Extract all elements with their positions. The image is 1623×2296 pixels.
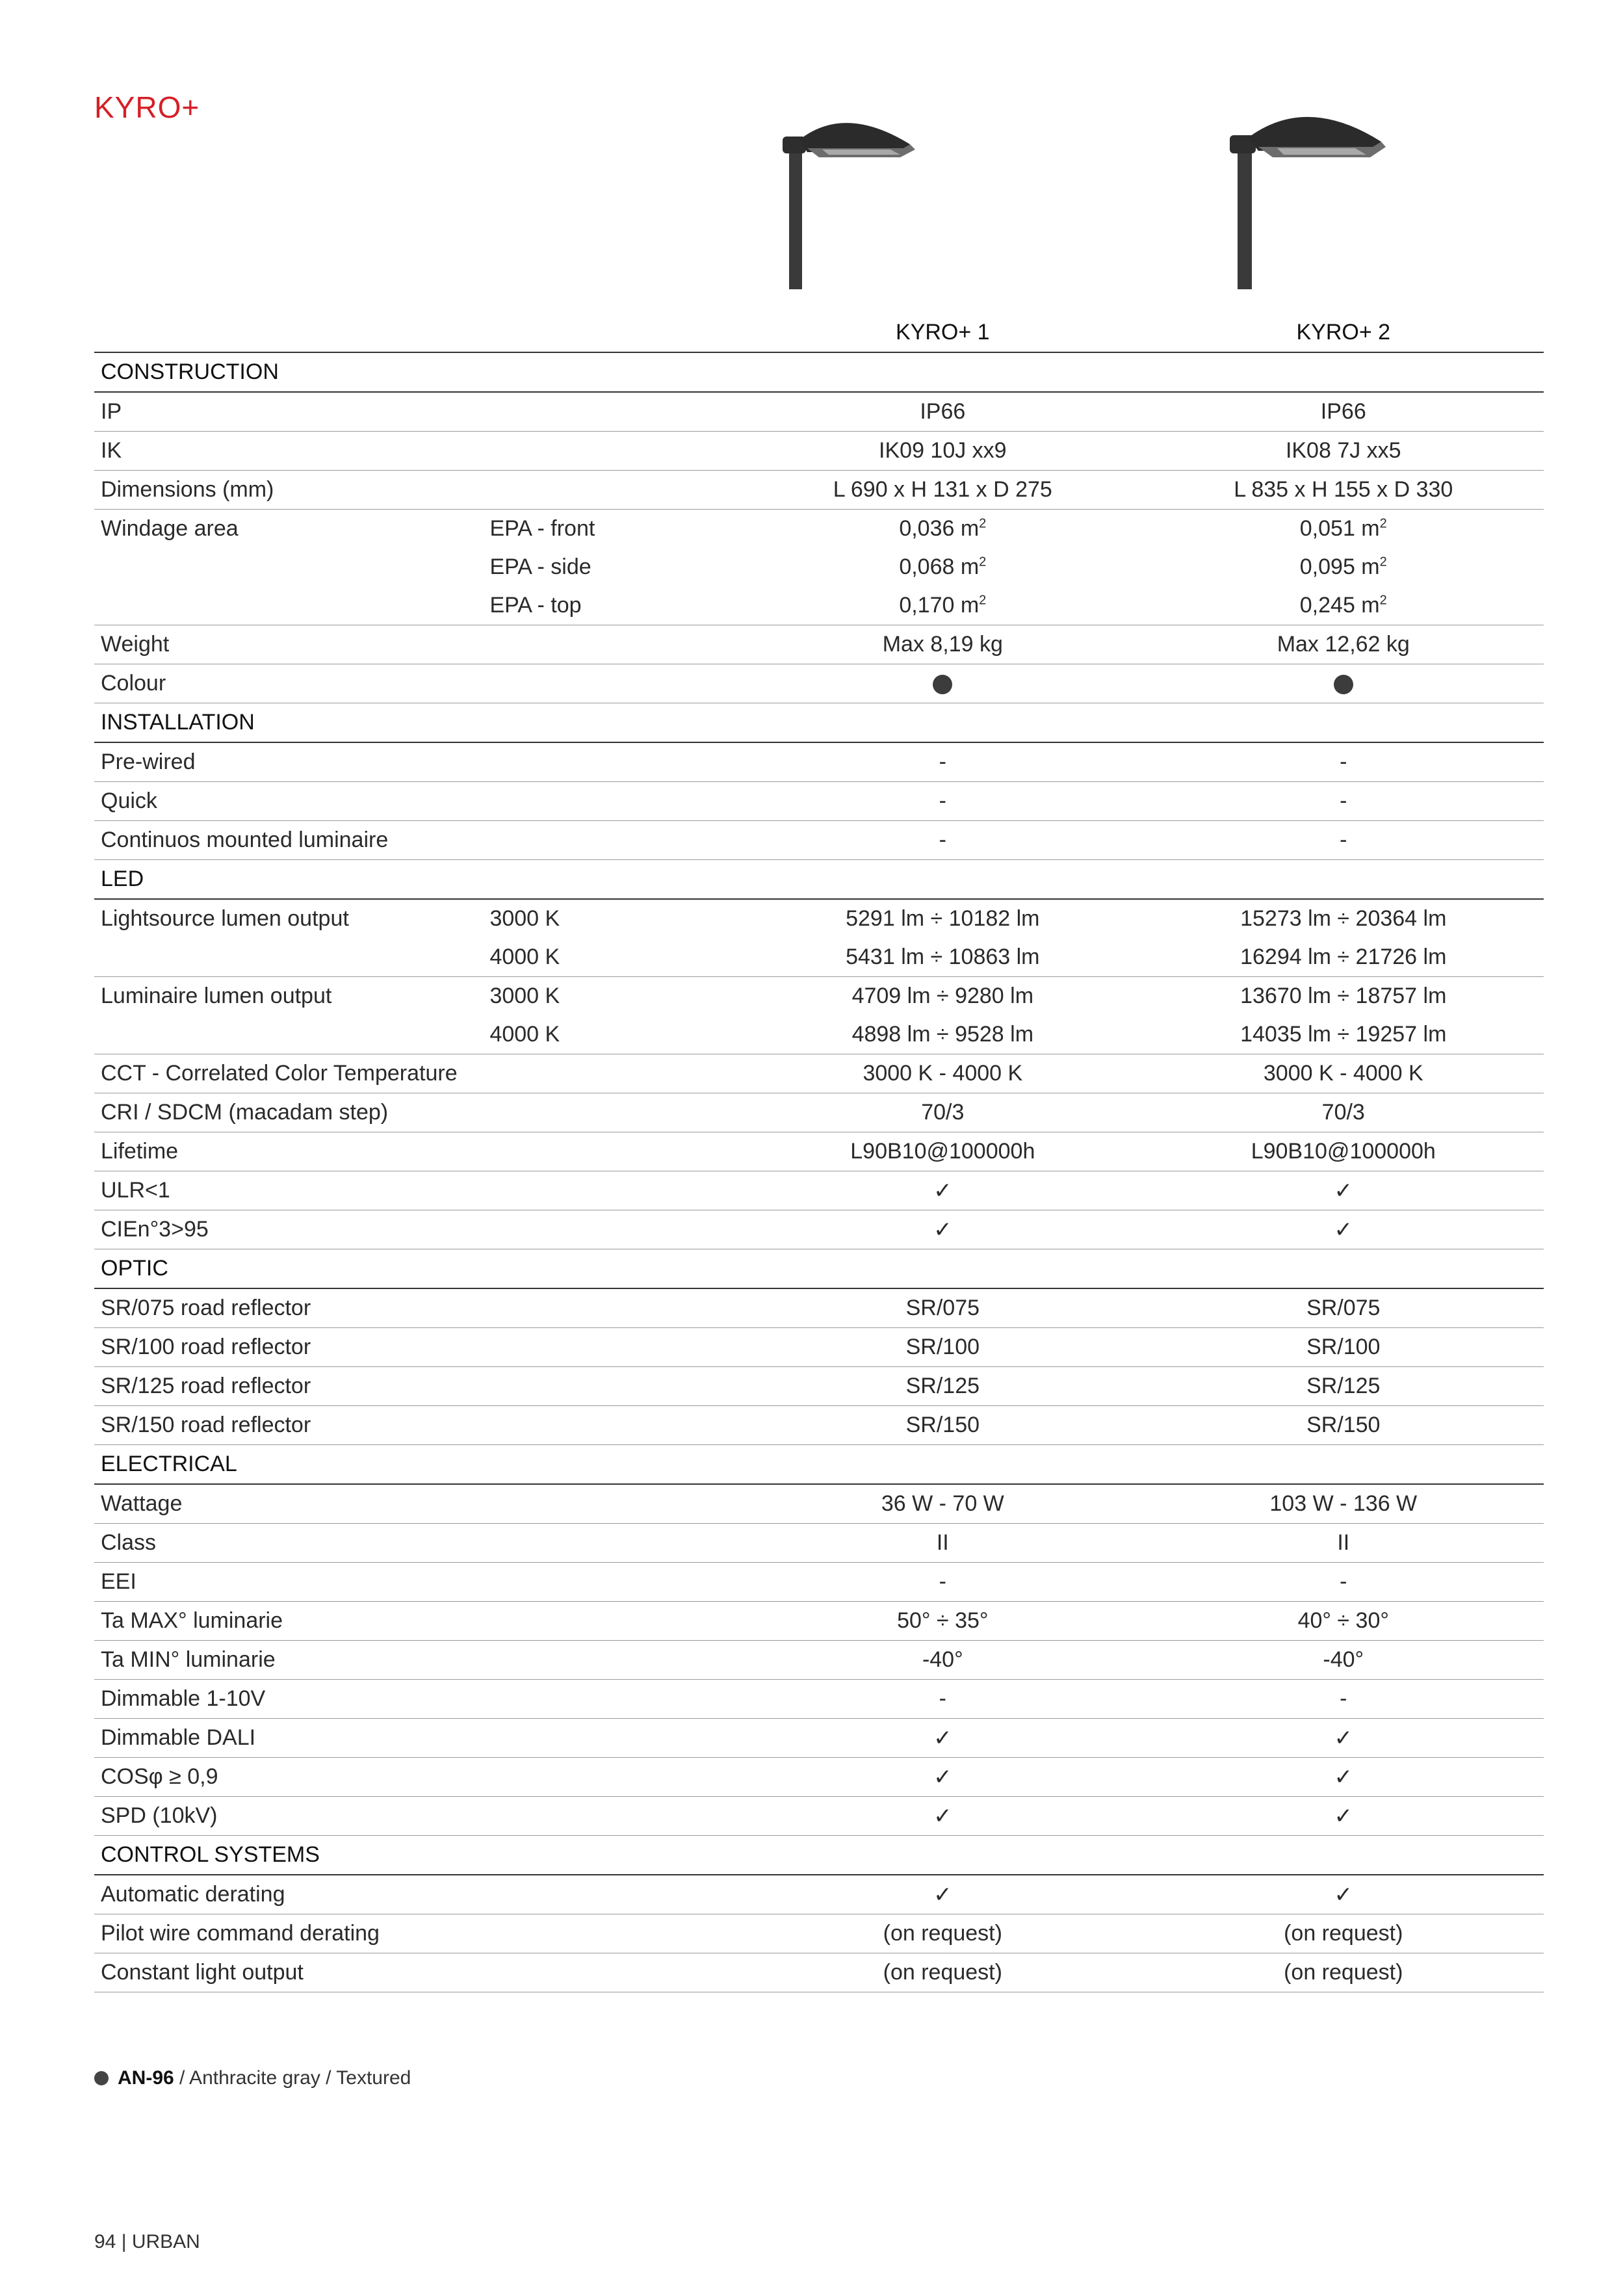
value-kyro-2 bbox=[1143, 1797, 1544, 1836]
table-row bbox=[94, 1524, 1544, 1563]
value-text: SR/150 bbox=[1306, 1413, 1381, 1437]
unit-superscript: 2 bbox=[979, 554, 987, 569]
section-title: CONTROL SYSTEMS bbox=[94, 1836, 1544, 1875]
value-kyro-1 bbox=[742, 392, 1143, 432]
row-sublabel: 4000 K bbox=[483, 1015, 742, 1054]
value-text: 13670 lm ÷ 18757 lm bbox=[1240, 984, 1447, 1008]
value-text: (on request) bbox=[883, 1960, 1002, 1985]
row-label: Ta MIN° luminarie bbox=[94, 1641, 483, 1680]
section-header-row bbox=[94, 1249, 1544, 1289]
value-kyro-1 bbox=[742, 782, 1143, 821]
table-row bbox=[94, 938, 1544, 977]
table-row bbox=[94, 821, 1544, 860]
section-title: LED bbox=[94, 860, 1544, 900]
table-row bbox=[94, 392, 1544, 432]
row-label: Colour bbox=[94, 664, 483, 703]
value-text: 40° ÷ 30° bbox=[1297, 1608, 1389, 1633]
value-kyro-2 bbox=[1143, 742, 1544, 782]
value-kyro-1 bbox=[742, 1328, 1143, 1367]
table-row bbox=[94, 1875, 1544, 1914]
section-header-row bbox=[94, 703, 1544, 743]
column-header-kyro-2: KYRO+ 2 bbox=[1143, 313, 1544, 352]
value-kyro-1 bbox=[742, 471, 1143, 510]
value-text: 36 W - 70 W bbox=[881, 1491, 1004, 1516]
colour-legend bbox=[94, 2067, 411, 2089]
table-row bbox=[94, 1953, 1544, 1992]
legend-code: AN-96 bbox=[118, 2067, 174, 2089]
unit-superscript: 2 bbox=[979, 593, 987, 608]
value-text: - bbox=[1340, 828, 1347, 852]
table-row bbox=[94, 1641, 1544, 1680]
table-row bbox=[94, 432, 1544, 471]
value-text: 0,036 m bbox=[899, 516, 980, 541]
value-text: (on request) bbox=[1284, 1921, 1403, 1946]
row-sublabel bbox=[483, 1288, 742, 1328]
row-label: Constant light output bbox=[94, 1953, 483, 1992]
value-kyro-2 bbox=[1143, 548, 1544, 586]
section-header-row bbox=[94, 1836, 1544, 1875]
table-row bbox=[94, 548, 1544, 586]
value-kyro-1 bbox=[742, 1719, 1143, 1758]
row-label: Pre-wired bbox=[94, 742, 483, 782]
row-label: Luminaire lumen output bbox=[101, 984, 332, 1008]
row-sublabel bbox=[483, 782, 742, 821]
row-sublabel bbox=[483, 1914, 742, 1953]
colour-swatch-icon bbox=[933, 675, 952, 694]
value-kyro-2 bbox=[1143, 625, 1544, 664]
value-kyro-1 bbox=[742, 1914, 1143, 1953]
section-header-row bbox=[94, 1445, 1544, 1485]
row-label: Dimensions (mm) bbox=[94, 471, 483, 510]
value-text: ✓ bbox=[933, 1217, 952, 1242]
value-text: 5431 lm ÷ 10863 lm bbox=[846, 945, 1040, 969]
value-text: IP66 bbox=[920, 399, 966, 424]
value-kyro-1 bbox=[742, 742, 1143, 782]
value-text: ✓ bbox=[1334, 1882, 1353, 1907]
row-sublabel bbox=[483, 1641, 742, 1680]
value-kyro-2 bbox=[1143, 432, 1544, 471]
row-label: IK bbox=[94, 432, 483, 471]
row-sublabel bbox=[483, 1602, 742, 1641]
value-text: Max 8,19 kg bbox=[882, 632, 1003, 657]
value-kyro-2 bbox=[1143, 1914, 1544, 1953]
value-text: ✓ bbox=[1334, 1803, 1353, 1829]
value-kyro-2 bbox=[1143, 664, 1544, 703]
kyro-2-luminaire-image bbox=[1222, 104, 1404, 289]
value-text: (on request) bbox=[1284, 1960, 1403, 1985]
section-title: OPTIC bbox=[94, 1249, 1544, 1289]
value-kyro-1 bbox=[742, 1953, 1143, 1992]
value-kyro-1 bbox=[742, 1563, 1143, 1602]
value-text: (on request) bbox=[883, 1921, 1002, 1946]
row-sublabel bbox=[483, 1875, 742, 1914]
value-text: 5291 lm ÷ 10182 lm bbox=[846, 906, 1040, 931]
value-kyro-2 bbox=[1143, 1484, 1544, 1524]
table-row bbox=[94, 899, 1544, 938]
value-text: 15273 lm ÷ 20364 lm bbox=[1240, 906, 1447, 931]
value-kyro-2 bbox=[1143, 938, 1544, 977]
row-label: Weight bbox=[94, 625, 483, 664]
row-sublabel bbox=[483, 1484, 742, 1524]
value-kyro-2 bbox=[1143, 977, 1544, 1016]
value-text: ✓ bbox=[1334, 1725, 1353, 1751]
value-kyro-1 bbox=[742, 548, 1143, 586]
value-text: 14035 lm ÷ 19257 lm bbox=[1240, 1022, 1447, 1047]
row-sublabel bbox=[483, 1719, 742, 1758]
value-kyro-2 bbox=[1143, 899, 1544, 938]
row-sublabel bbox=[483, 1367, 742, 1406]
row-sublabel bbox=[483, 1406, 742, 1445]
table-row bbox=[94, 1015, 1544, 1054]
value-kyro-1 bbox=[742, 510, 1143, 549]
value-kyro-1 bbox=[742, 1406, 1143, 1445]
table-row bbox=[94, 1758, 1544, 1797]
value-text: ✓ bbox=[933, 1178, 952, 1203]
value-text: IK08 7J xx5 bbox=[1285, 438, 1401, 463]
kyro-1-luminaire-image bbox=[773, 111, 936, 289]
value-kyro-1 bbox=[742, 432, 1143, 471]
value-kyro-2 bbox=[1143, 392, 1544, 432]
value-text: SR/100 bbox=[905, 1335, 980, 1359]
page-title: KYRO+ bbox=[94, 90, 200, 124]
row-label: CCT - Correlated Color Temperature bbox=[94, 1054, 483, 1093]
value-text: ✓ bbox=[933, 1882, 952, 1907]
value-text: - bbox=[1340, 1686, 1347, 1711]
row-label: CIEn°3>95 bbox=[94, 1210, 483, 1249]
row-label: SR/100 road reflector bbox=[94, 1328, 483, 1367]
value-text: - bbox=[1340, 789, 1347, 813]
table-row bbox=[94, 1406, 1544, 1445]
row-label bbox=[94, 586, 483, 625]
value-kyro-1 bbox=[742, 899, 1143, 938]
value-text: 0,051 m bbox=[1299, 516, 1380, 541]
row-label: EEI bbox=[94, 1563, 483, 1602]
row-sublabel bbox=[483, 1680, 742, 1719]
value-kyro-2 bbox=[1143, 1563, 1544, 1602]
value-text: 4709 lm ÷ 9280 lm bbox=[851, 984, 1034, 1008]
row-sublabel bbox=[483, 1797, 742, 1836]
table-row bbox=[94, 977, 1544, 1016]
table-row bbox=[94, 1563, 1544, 1602]
table-row bbox=[94, 1367, 1544, 1406]
row-sublabel bbox=[483, 1210, 742, 1249]
value-kyro-1 bbox=[742, 1210, 1143, 1249]
value-kyro-2 bbox=[1143, 782, 1544, 821]
row-sublabel: 3000 K bbox=[489, 906, 560, 931]
value-kyro-2 bbox=[1143, 471, 1544, 510]
value-kyro-2 bbox=[1143, 1210, 1544, 1249]
value-kyro-2 bbox=[1143, 1328, 1544, 1367]
section-header-row bbox=[94, 352, 1544, 392]
value-text: - bbox=[939, 1569, 946, 1594]
section-title: CONSTRUCTION bbox=[94, 352, 1544, 392]
table-row bbox=[94, 1484, 1544, 1524]
value-kyro-1 bbox=[742, 1132, 1143, 1171]
row-label: Pilot wire command derating bbox=[94, 1914, 483, 1953]
table-row bbox=[94, 1602, 1544, 1641]
table-row bbox=[94, 1288, 1544, 1328]
value-kyro-1 bbox=[742, 977, 1143, 1016]
header-blank-sub bbox=[483, 313, 742, 352]
table-row bbox=[94, 625, 1544, 664]
value-kyro-1 bbox=[742, 1797, 1143, 1836]
legend-text: / Anthracite gray / Textured bbox=[174, 2067, 411, 2089]
row-label: SR/075 road reflector bbox=[94, 1288, 483, 1328]
value-text: - bbox=[1340, 750, 1347, 774]
row-sublabel bbox=[483, 1171, 742, 1210]
value-text: Max 12,62 kg bbox=[1277, 632, 1410, 657]
row-label bbox=[94, 938, 483, 977]
row-label: Dimmable 1-10V bbox=[94, 1680, 483, 1719]
value-kyro-1 bbox=[742, 1524, 1143, 1563]
row-label: Windage area bbox=[101, 516, 239, 541]
table-row bbox=[94, 471, 1544, 510]
value-text: 103 W - 136 W bbox=[1269, 1491, 1418, 1516]
value-text: II bbox=[1337, 1530, 1350, 1555]
row-label: SR/150 road reflector bbox=[94, 1406, 483, 1445]
row-sublabel: EPA - side bbox=[489, 554, 591, 579]
value-kyro-2 bbox=[1143, 1054, 1544, 1093]
value-kyro-1 bbox=[742, 1758, 1143, 1797]
table-row bbox=[94, 1719, 1544, 1758]
section-header-row bbox=[94, 860, 1544, 900]
row-label: Continuos mounted luminaire bbox=[94, 821, 483, 860]
value-kyro-1 bbox=[742, 625, 1143, 664]
row-sublabel bbox=[483, 392, 742, 432]
value-kyro-2 bbox=[1143, 1015, 1544, 1054]
value-text: SR/100 bbox=[1306, 1335, 1381, 1359]
value-kyro-2 bbox=[1143, 821, 1544, 860]
value-kyro-1 bbox=[742, 821, 1143, 860]
row-sublabel bbox=[483, 471, 742, 510]
table-row bbox=[94, 664, 1544, 703]
row-sublabel bbox=[483, 1328, 742, 1367]
value-kyro-1 bbox=[742, 938, 1143, 977]
table-row bbox=[94, 1210, 1544, 1249]
value-text: L90B10@100000h bbox=[850, 1139, 1035, 1164]
value-kyro-1 bbox=[742, 1641, 1143, 1680]
value-text: 70/3 bbox=[921, 1100, 965, 1125]
value-kyro-1 bbox=[742, 1602, 1143, 1641]
value-kyro-2 bbox=[1143, 586, 1544, 625]
row-label: Lifetime bbox=[94, 1132, 483, 1171]
row-label: Class bbox=[94, 1524, 483, 1563]
value-kyro-2 bbox=[1143, 1875, 1544, 1914]
row-sublabel bbox=[483, 821, 742, 860]
value-text: 70/3 bbox=[1321, 1100, 1365, 1125]
value-kyro-2 bbox=[1143, 1953, 1544, 1992]
table-row bbox=[94, 1132, 1544, 1171]
value-text: ✓ bbox=[1334, 1764, 1353, 1790]
value-text: ✓ bbox=[933, 1803, 952, 1829]
value-text: L90B10@100000h bbox=[1251, 1139, 1436, 1164]
value-text: L 690 x H 131 x D 275 bbox=[833, 477, 1052, 502]
row-sublabel bbox=[483, 625, 742, 664]
section-title: ELECTRICAL bbox=[94, 1445, 1544, 1485]
value-text: SR/075 bbox=[905, 1296, 980, 1320]
row-sublabel: EPA - front bbox=[489, 516, 595, 541]
row-label: SR/125 road reflector bbox=[94, 1367, 483, 1406]
row-sublabel: EPA - top bbox=[483, 586, 742, 625]
row-sublabel bbox=[483, 432, 742, 471]
row-sublabel bbox=[483, 1563, 742, 1602]
value-text: SR/125 bbox=[1306, 1374, 1381, 1398]
table-row bbox=[94, 742, 1544, 782]
value-kyro-1 bbox=[742, 1015, 1143, 1054]
row-sublabel bbox=[483, 742, 742, 782]
value-text: 0,068 m bbox=[899, 554, 980, 579]
value-kyro-2 bbox=[1143, 510, 1544, 549]
unit-superscript: 2 bbox=[1379, 593, 1387, 608]
colour-swatch-icon bbox=[1334, 675, 1353, 694]
row-label: CRI / SDCM (macadam step) bbox=[94, 1093, 483, 1132]
header-blank bbox=[94, 313, 483, 352]
table-row bbox=[94, 1171, 1544, 1210]
row-sublabel bbox=[483, 664, 742, 703]
value-text: ✓ bbox=[1334, 1217, 1353, 1242]
value-text: - bbox=[939, 1686, 946, 1711]
specifications-table bbox=[94, 313, 1544, 1992]
value-text: L 835 x H 155 x D 330 bbox=[1234, 477, 1453, 502]
value-kyro-1 bbox=[742, 1367, 1143, 1406]
row-sublabel bbox=[483, 1524, 742, 1563]
value-kyro-1 bbox=[742, 586, 1143, 625]
value-text: IP66 bbox=[1320, 399, 1366, 424]
value-text: - bbox=[1340, 1569, 1347, 1594]
value-kyro-1 bbox=[742, 1875, 1143, 1914]
row-label: Ta MAX° luminarie bbox=[94, 1602, 483, 1641]
row-label bbox=[94, 1015, 483, 1054]
value-kyro-2 bbox=[1143, 1367, 1544, 1406]
row-sublabel bbox=[483, 1953, 742, 1992]
anthracite-swatch-icon bbox=[94, 2071, 109, 2085]
value-text: ✓ bbox=[933, 1764, 952, 1790]
table-row bbox=[94, 1797, 1544, 1836]
row-sublabel bbox=[483, 1758, 742, 1797]
value-kyro-2 bbox=[1143, 1641, 1544, 1680]
unit-superscript: 2 bbox=[1379, 516, 1387, 531]
value-kyro-1 bbox=[742, 1093, 1143, 1132]
value-text: 3000 K - 4000 K bbox=[1263, 1061, 1423, 1086]
value-text: - bbox=[939, 789, 946, 813]
row-label: COSφ ≥ 0,9 bbox=[94, 1758, 483, 1797]
value-text: -40° bbox=[922, 1647, 963, 1672]
row-label bbox=[94, 548, 483, 586]
unit-superscript: 2 bbox=[979, 516, 987, 531]
row-label: SPD (10kV) bbox=[94, 1797, 483, 1836]
row-label: Lightsource lumen output bbox=[101, 906, 349, 931]
value-kyro-1 bbox=[742, 1484, 1143, 1524]
value-text: - bbox=[939, 750, 946, 774]
value-kyro-1 bbox=[742, 1288, 1143, 1328]
value-text: -40° bbox=[1323, 1647, 1364, 1672]
table-row bbox=[94, 782, 1544, 821]
row-label: Quick bbox=[94, 782, 483, 821]
value-text: 50° ÷ 35° bbox=[897, 1608, 989, 1633]
value-text: SR/125 bbox=[905, 1374, 980, 1398]
row-sublabel bbox=[483, 1132, 742, 1171]
value-kyro-1 bbox=[742, 1054, 1143, 1093]
table-row bbox=[94, 1054, 1544, 1093]
row-sublabel: 4000 K bbox=[483, 938, 742, 977]
value-kyro-2 bbox=[1143, 1680, 1544, 1719]
value-text: 4898 lm ÷ 9528 lm bbox=[851, 1022, 1034, 1047]
value-text: 16294 lm ÷ 21726 lm bbox=[1240, 945, 1447, 969]
value-kyro-2 bbox=[1143, 1093, 1544, 1132]
value-kyro-2 bbox=[1143, 1132, 1544, 1171]
value-text: 0,245 m bbox=[1299, 593, 1380, 618]
value-kyro-2 bbox=[1143, 1719, 1544, 1758]
value-text: - bbox=[939, 828, 946, 852]
column-header-kyro-1: KYRO+ 1 bbox=[742, 313, 1143, 352]
row-sublabel bbox=[483, 1093, 742, 1132]
value-kyro-2 bbox=[1143, 1758, 1544, 1797]
value-kyro-2 bbox=[1143, 1288, 1544, 1328]
value-kyro-2 bbox=[1143, 1524, 1544, 1563]
row-label: Automatic derating bbox=[94, 1875, 483, 1914]
row-label: IP bbox=[94, 392, 483, 432]
page-footer: 94 | URBAN bbox=[94, 2231, 200, 2252]
value-text: IK09 10J xx9 bbox=[879, 438, 1007, 463]
row-sublabel: 3000 K bbox=[489, 984, 560, 1008]
row-label: ULR<1 bbox=[94, 1171, 483, 1210]
value-text: 0,095 m bbox=[1299, 554, 1380, 579]
table-row bbox=[94, 1093, 1544, 1132]
unit-superscript: 2 bbox=[1379, 554, 1387, 569]
row-label: Dimmable DALI bbox=[94, 1719, 483, 1758]
value-text: 0,170 m bbox=[899, 593, 980, 618]
value-kyro-2 bbox=[1143, 1406, 1544, 1445]
value-kyro-1 bbox=[742, 1680, 1143, 1719]
value-text: 3000 K - 4000 K bbox=[863, 1061, 1023, 1086]
table-row bbox=[94, 586, 1544, 625]
value-text: II bbox=[936, 1530, 949, 1555]
row-label: Wattage bbox=[94, 1484, 483, 1524]
value-text: ✓ bbox=[933, 1725, 952, 1751]
value-text: SR/150 bbox=[905, 1413, 980, 1437]
row-sublabel bbox=[483, 1054, 742, 1093]
value-text: ✓ bbox=[1334, 1178, 1353, 1203]
value-kyro-2 bbox=[1143, 1602, 1544, 1641]
value-text: SR/075 bbox=[1306, 1296, 1381, 1320]
table-row bbox=[94, 1328, 1544, 1367]
value-kyro-1 bbox=[742, 1171, 1143, 1210]
value-kyro-2 bbox=[1143, 1171, 1544, 1210]
value-kyro-1 bbox=[742, 664, 1143, 703]
table-row bbox=[94, 1914, 1544, 1953]
table-row bbox=[94, 510, 1544, 549]
table-header-row bbox=[94, 313, 1544, 352]
section-title: INSTALLATION bbox=[94, 703, 1544, 743]
table-row bbox=[94, 1680, 1544, 1719]
